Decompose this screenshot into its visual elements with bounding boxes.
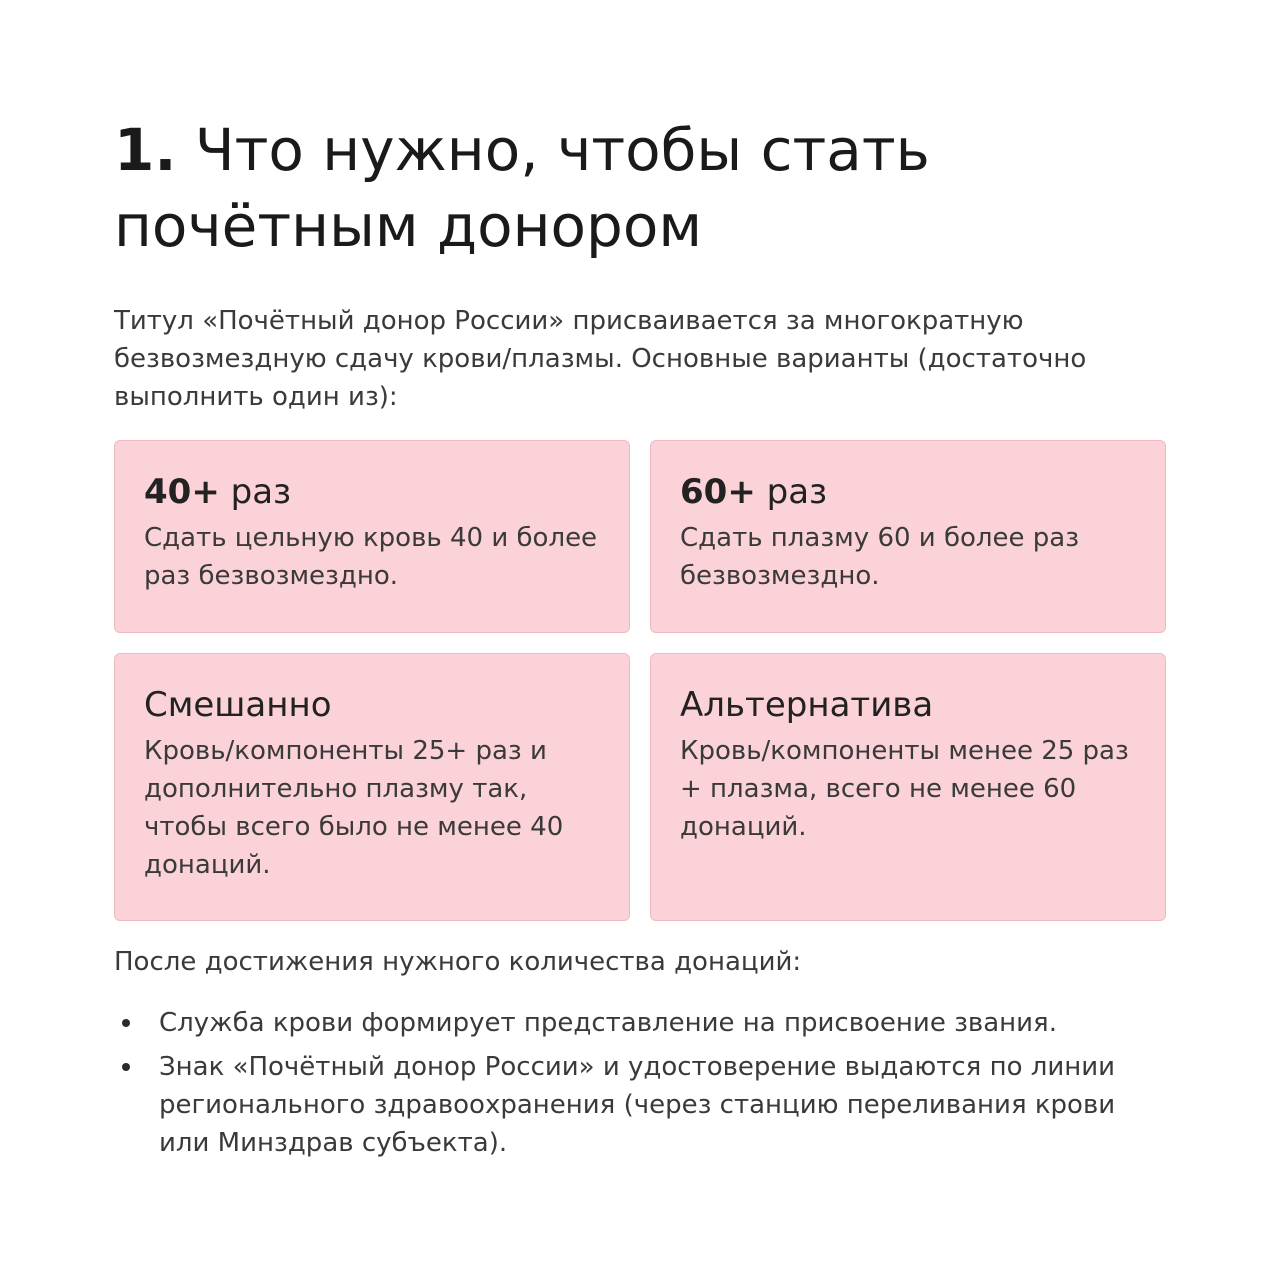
option-card-mixed bbox=[114, 653, 630, 921]
card-description: Кровь/компоненты менее 25 раз + плазма, всего не менее 60 донаций. bbox=[680, 736, 1129, 842]
card-title-label: раз bbox=[755, 472, 828, 512]
card-description: Сдать плазму 60 и более раз безвозмездно. bbox=[680, 523, 1080, 591]
card-title-count: 40+ bbox=[144, 472, 220, 512]
card-title-count: 60+ bbox=[680, 472, 756, 512]
bullet-icon bbox=[122, 1063, 130, 1071]
after-paragraph: После достижения нужного количества донаций: bbox=[114, 947, 802, 977]
card-title bbox=[680, 467, 1137, 517]
title-text: Что нужно, чтобы стать почётным донором bbox=[114, 116, 930, 260]
title-number: 1. bbox=[114, 116, 177, 184]
list-item bbox=[114, 1048, 1167, 1162]
page-title bbox=[114, 112, 1167, 264]
bullet-icon bbox=[122, 1019, 130, 1027]
intro-paragraph: Титул «Почётный донор России» присваивается за многократную безвозмездную сдачу крови/плазмы. Основные варианты (достаточно выполнить один из): bbox=[114, 306, 1087, 412]
card-title bbox=[144, 680, 601, 730]
card-title-label: Смешанно bbox=[144, 685, 332, 725]
option-card-40-whole-blood bbox=[114, 440, 630, 633]
card-description: Кровь/компоненты 25+ раз и дополнительно плазму так, чтобы всего было не менее 40 донаций. bbox=[144, 736, 564, 880]
list-item-text: Знак «Почётный донор России» и удостоверение выдаются по линии регионального здравоохранения (через станцию переливания крови или Минздрав субъекта). bbox=[159, 1052, 1116, 1158]
steps-list bbox=[114, 1004, 1167, 1168]
card-title bbox=[144, 467, 601, 517]
card-title-label: Альтернатива bbox=[680, 685, 934, 725]
card-description: Сдать цельную кровь 40 и более раз безвозмездно. bbox=[144, 523, 598, 591]
card-title bbox=[680, 680, 1137, 730]
option-card-alternative bbox=[650, 653, 1166, 921]
list-item bbox=[114, 1004, 1167, 1042]
list-item-text: Служба крови формирует представление на присвоение звания. bbox=[159, 1008, 1057, 1038]
option-card-60-plasma bbox=[650, 440, 1166, 633]
card-title-label: раз bbox=[219, 472, 292, 512]
